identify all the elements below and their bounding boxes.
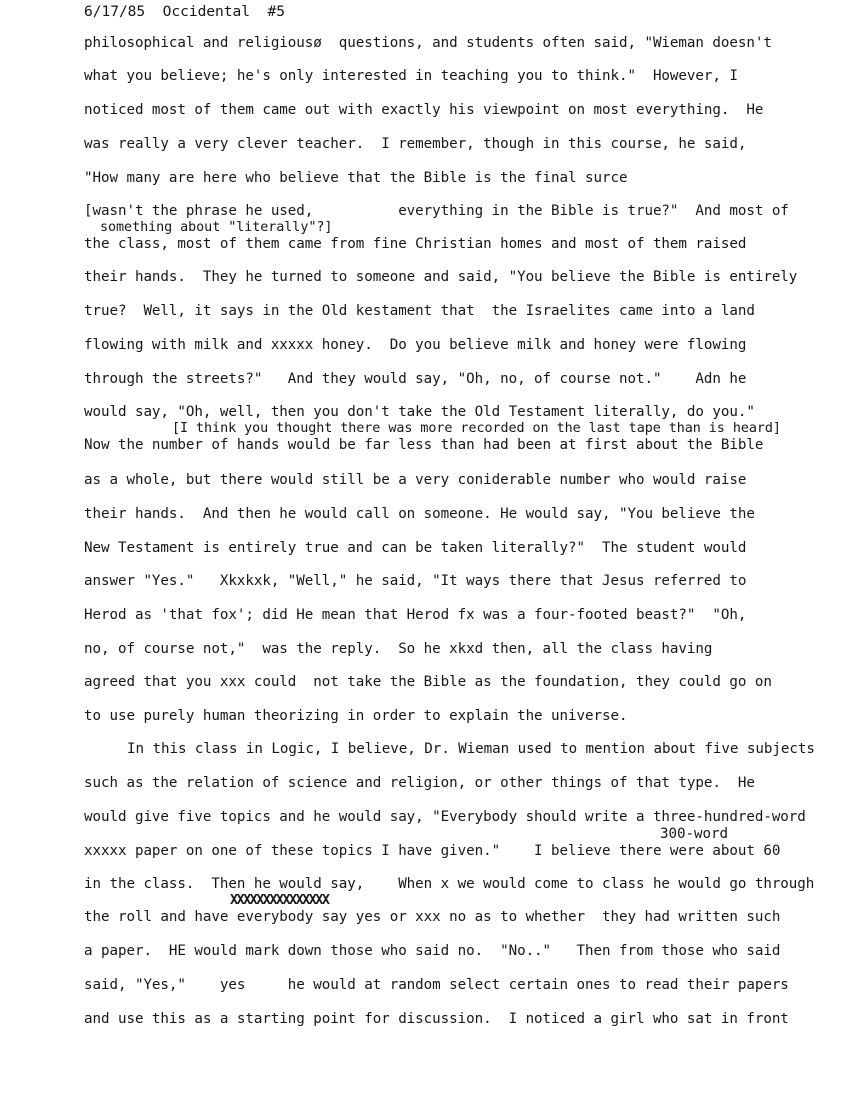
text-line: Now the number of hands would be far less than had been at first about the Bible <box>84 437 764 453</box>
page-header: 6/17/85 Occidental #5 <box>84 3 285 20</box>
text-line: agreed that you xxx could not take the Bible as the foundation, they could go on <box>84 674 772 690</box>
strikeout-line: XXXXXXXXXXXXXXX <box>230 893 329 908</box>
interlinear-insertion: 300-word <box>660 826 728 842</box>
bracketed-note: [wasn't the phrase he used, everything in the Bible is true?" And most of <box>84 203 789 219</box>
text-line: "How many are here who believe that the Bible is the final surce <box>84 170 628 186</box>
text-line: in the class. Then he would say, When x we would come to class he would go through <box>84 876 815 892</box>
text-line: to use purely human theorizing in order to explain the universe. <box>84 708 628 724</box>
text-line: was really a very clever teacher. I remember, though in this course, he said, <box>84 136 747 152</box>
text-line: true? Well, it says in the Old kestament that the Israelites came into a land <box>84 303 755 319</box>
text-line: through the streets?" And they would say, "Oh, no, of course not." Adn he <box>84 371 747 387</box>
text-line: the roll and have everybody say yes or xxx no as to whether they had written such <box>84 909 781 925</box>
text-line: their hands. They he turned to someone and said, "You believe the Bible is entirely <box>84 269 798 285</box>
text-line: noticed most of them came out with exactly his viewpoint on most everything. He <box>84 102 764 118</box>
text-line: such as the relation of science and religion, or other things of that type. He <box>84 775 755 791</box>
text-line: and use this as a starting point for discussion. I noticed a girl who sat in front <box>84 1011 789 1027</box>
text-line: as a whole, but there would still be a very coniderable number who would raise <box>84 472 747 488</box>
bracketed-note: something about "literally"?] <box>84 220 333 235</box>
text-line: flowing with milk and xxxxx honey. Do you believe milk and honey were flowing <box>84 337 747 353</box>
text-line: the class, most of them came from fine Christian homes and most of them raised <box>84 236 747 252</box>
text-line: New Testament is entirely true and can be taken literally?" The student would <box>84 540 747 556</box>
text-line: a paper. HE would mark down those who said no. "No.." Then from those who said <box>84 943 781 959</box>
text-line: philosophical and religiousø questions, and students often said, "Wieman doesn't <box>84 35 772 51</box>
text-line: no, of course not," was the reply. So he xkxd then, all the class having <box>84 641 713 657</box>
text-line: answer "Yes." Xkxkxk, "Well," he said, "It ways there that Jesus referred to <box>84 573 747 589</box>
text-line: what you believe; he's only interested in teaching you to think." However, I <box>84 68 738 84</box>
bracketed-note: [I think you thought there was more recorded on the last tape than is heard] <box>172 421 781 436</box>
text-line: xxxxx paper on one of these topics I have given." I believe there were about 60 <box>84 843 781 859</box>
text-line: would give five topics and he would say, "Everybody should write a three-hundred-word <box>84 809 806 825</box>
text-line: said, "Yes," yes he would at random select certain ones to read their papers <box>84 977 789 993</box>
paragraph-start-line: In this class in Logic, I believe, Dr. Wieman used to mention about five subjects <box>127 741 815 757</box>
text-line: would say, "Oh, well, then you don't take the Old Testament literally, do you." <box>84 404 755 420</box>
text-line: their hands. And then he would call on someone. He would say, "You believe the <box>84 506 755 522</box>
text-line: Herod as 'that fox'; did He mean that Herod fx was a four-footed beast?" "Oh, <box>84 607 747 623</box>
